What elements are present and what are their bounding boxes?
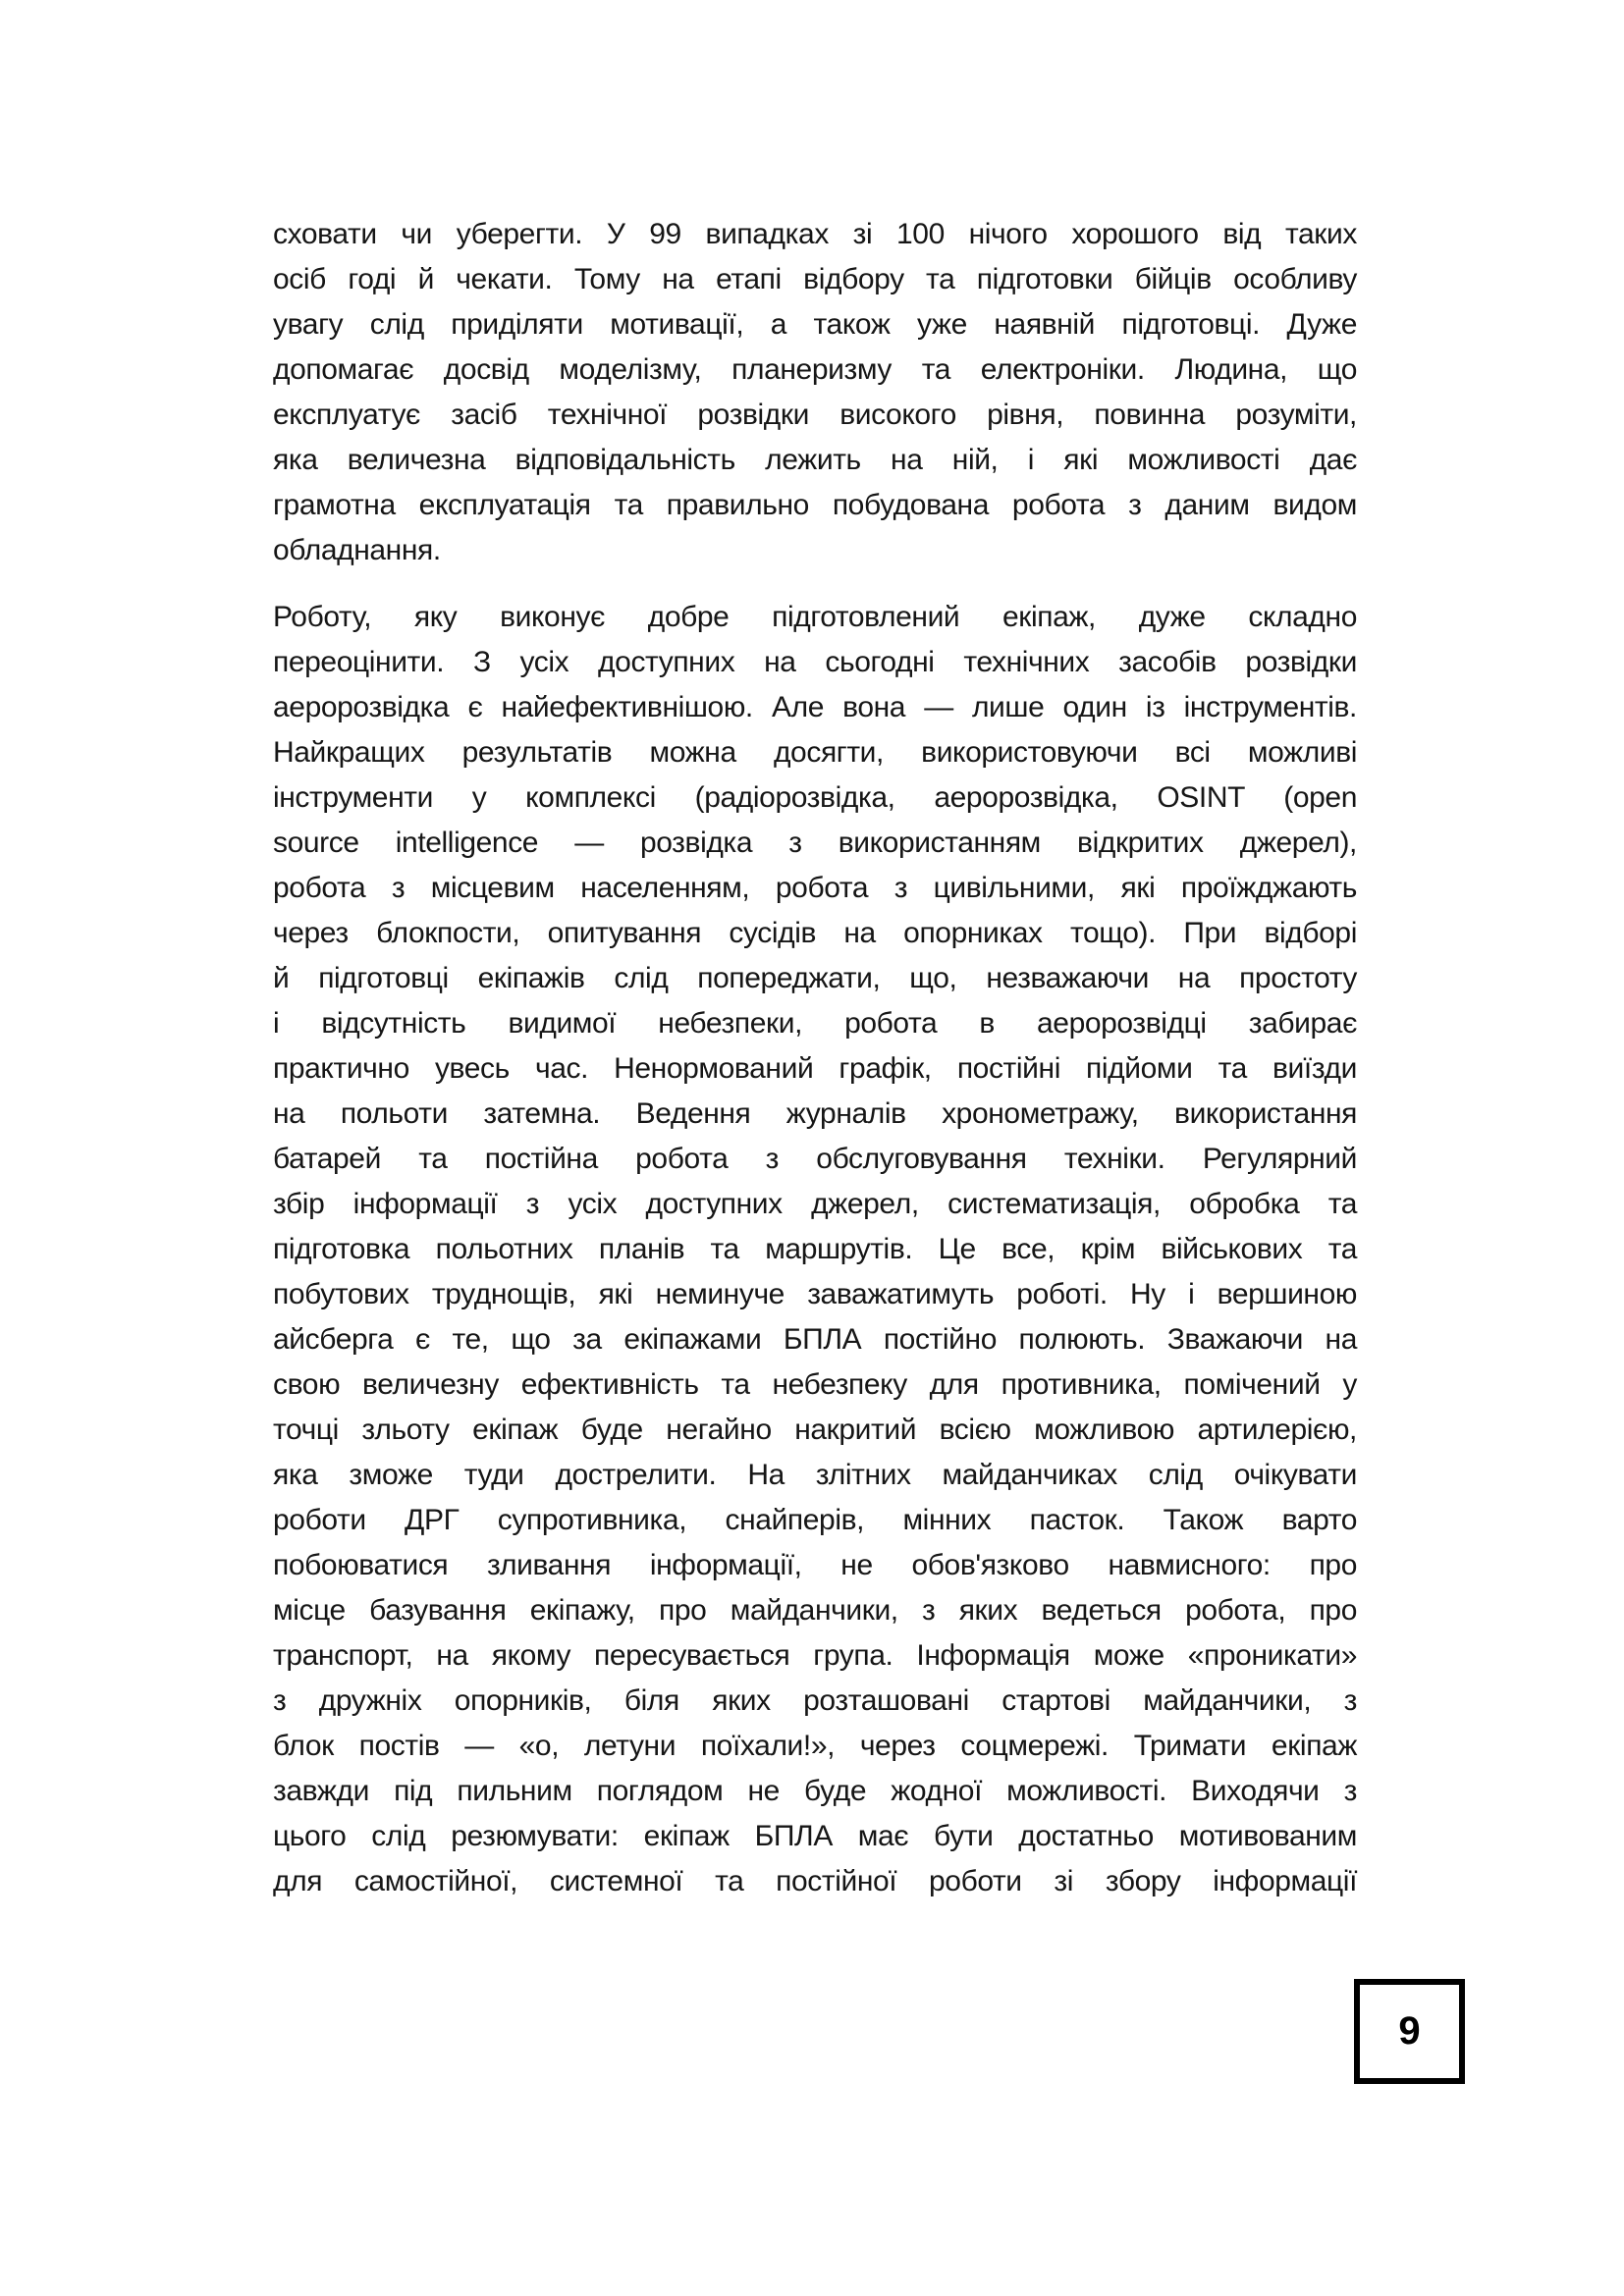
text-line: Роботу, яку виконує добре підготовлений екіпаж, дуже складно [273, 601, 1357, 633]
text-line: допомагає досвід моделізму, планеризму та електроніки. Людина, що [273, 353, 1357, 386]
text-line: для самостійної, системної та постійної роботи зі збору інформації [273, 1865, 1357, 1897]
text-line: айсберга є те, що за екіпажами БПЛА постійно полюють. Зважаючи на [273, 1323, 1357, 1356]
text-line: місце базування екіпажу, про майданчики, з яких ведеться робота, про [273, 1594, 1357, 1627]
text-line: завжди під пильним поглядом не буде жодної можливості. Виходячи з [273, 1775, 1357, 1807]
text-line: блок постів — «о, летуни поїхали!», через соцмережі. Тримати екіпаж [273, 1730, 1357, 1762]
text-line: й підготовці екіпажів слід попереджати, що, незважаючи на простоту [273, 962, 1357, 994]
paragraph-1 [273, 212, 1357, 573]
text-line: підготовка польотних планів та маршрутів. Це все, крім військових та [273, 1233, 1357, 1265]
text-line: обладнання. [273, 534, 441, 566]
paragraph-2 [273, 595, 1357, 1904]
text-line: сховати чи уберегти. У 99 випадках зі 100 нічого хорошого від таких [273, 218, 1357, 250]
text-line: грамотна експлуатація та правильно побудована робота з даним видом [273, 489, 1357, 521]
text-line: транспорт, на якому пересувається група. Інформація може «проникати» [273, 1639, 1357, 1672]
text-line: свою величезну ефективність та небезпеку для противника, помічений у [273, 1368, 1357, 1401]
text-line: точці зльоту екіпаж буде негайно накритий всією можливою артилерією, [273, 1414, 1357, 1446]
text-line: з дружніх опорників, біля яких розташовані стартові майданчики, з [273, 1684, 1357, 1717]
text-line: на польоти затемна. Ведення журналів хронометражу, використання [273, 1097, 1357, 1130]
text-line: практично увесь час. Ненормований графік, постійні підйоми та виїзди [273, 1052, 1357, 1085]
text-line: Найкращих результатів можна досягти, використовуючи всі можливі [273, 736, 1357, 769]
text-line: source intelligence — розвідка з використанням відкритих джерел), [273, 827, 1357, 859]
text-line: батарей та постійна робота з обслуговування техніки. Регулярний [273, 1143, 1357, 1175]
text-line: інструменти у комплексі (радіорозвідка, аеророзвідка, OSINT (open [273, 781, 1357, 814]
text-line: збір інформації з усіх доступних джерел, систематизація, обробка та [273, 1188, 1357, 1220]
text-line: через блокпости, опитування сусідів на опорниках тощо). При відборі [273, 917, 1357, 949]
text-line: експлуатує засіб технічної розвідки високого рівня, повинна розуміти, [273, 399, 1357, 431]
text-line: робота з місцевим населенням, робота з цивільними, які проїжджають [273, 872, 1357, 904]
page-number: 9 [1398, 2009, 1421, 2053]
page-number-box [1354, 1979, 1465, 2084]
text-line: осіб годі й чекати. Тому на етапі відбору та підготовки бійців особливу [273, 263, 1357, 295]
text-line: цього слід резюмувати: екіпаж БПЛА має бути достатньо мотивованим [273, 1820, 1357, 1852]
text-line: яка зможе туди дострелити. На злітних майданчиках слід очікувати [273, 1459, 1357, 1491]
text-line: побутових труднощів, які неминуче заважатимуть роботі. Ну і вершиною [273, 1278, 1357, 1310]
text-line: роботи ДРГ супротивника, снайперів, мінних пасток. Також варто [273, 1504, 1357, 1536]
text-line: увагу слід приділяти мотивації, а також уже наявній підготовці. Дуже [273, 308, 1357, 341]
text-line: яка величезна відповідальність лежить на ній, і які можливості дає [273, 444, 1357, 476]
text-line: переоцінити. З усіх доступних на сьогодні технічних засобів розвідки [273, 646, 1357, 678]
text-line: і відсутність видимої небезпеки, робота в аеророзвідці забирає [273, 1007, 1357, 1040]
text-line: побоюватися зливання інформації, не обов'язково навмисного: про [273, 1549, 1357, 1581]
text-line: аеророзвідка є найефективнішою. Але вона — лише один із інструментів. [273, 691, 1357, 723]
